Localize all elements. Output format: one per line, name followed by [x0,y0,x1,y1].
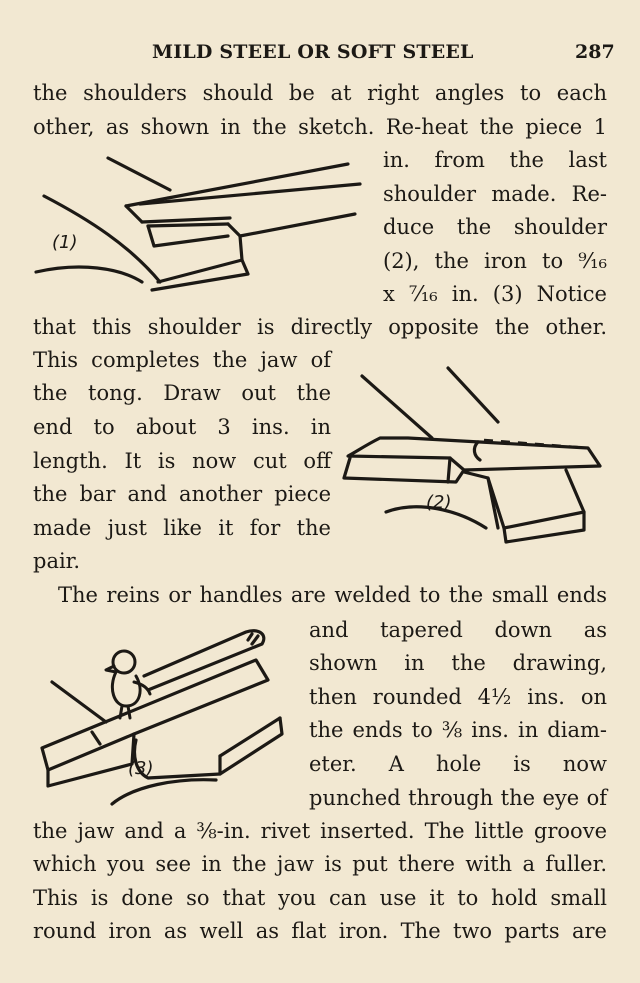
text-line: (2), the iron to ⁹⁄₁₆ [383,249,607,273]
text-line: eter. A hole is now [309,752,607,776]
text-line: end to about 3 ins. in [33,415,331,439]
text-line: shoulder made. Re- [383,182,607,206]
text-line: that this shoulder is directly opposite the other. [33,315,607,339]
figure-label: (2) [426,492,452,513]
figure-label: (1) [52,232,78,253]
figure-2-drawing [338,360,608,558]
page-number: 287 [575,41,615,63]
text-line: the bar and another piece [33,482,331,506]
text-line: punched through the eye of [309,786,607,810]
figure-1-drawing [30,150,370,300]
text-line: This completes the jaw of [33,348,331,372]
text-line: shown in the drawing, [309,651,607,675]
text-line: the jaw and a ⅜-in. rivet inserted. The little groove [33,819,607,843]
text-line: and tapered down as [309,618,607,642]
running-header: MILD STEEL OR SOFT STEEL [152,41,474,63]
text-line: which you see in the jaw is put there with a fuller. [33,852,607,876]
text-line: the shoulders should be at right angles to each [33,81,607,105]
text-line: The reins or handles are welded to the small ends [58,583,607,607]
text-line: This is done so that you can use it to hold small [33,886,607,910]
text-line: round iron as well as flat iron. The two parts are [33,919,607,943]
text-line: length. It is now cut off [33,449,331,473]
text-line: made just like it for the [33,516,331,540]
text-line: in. from the last [383,148,607,172]
figure-3-drawing [36,622,306,808]
text-line: other, as shown in the sketch. Re-heat the piece 1 [33,115,607,139]
text-line: x ⁷⁄₁₆ in. (3) Notice [383,282,607,306]
text-line: the ends to ⅜ ins. in diam- [309,718,607,742]
text-line: then rounded 4½ ins. on [309,685,607,709]
figure-label: (3) [128,758,154,779]
text-line: the tong. Draw out the [33,381,331,405]
text-line: duce the shoulder [383,215,607,239]
text-line: pair. [33,549,81,573]
